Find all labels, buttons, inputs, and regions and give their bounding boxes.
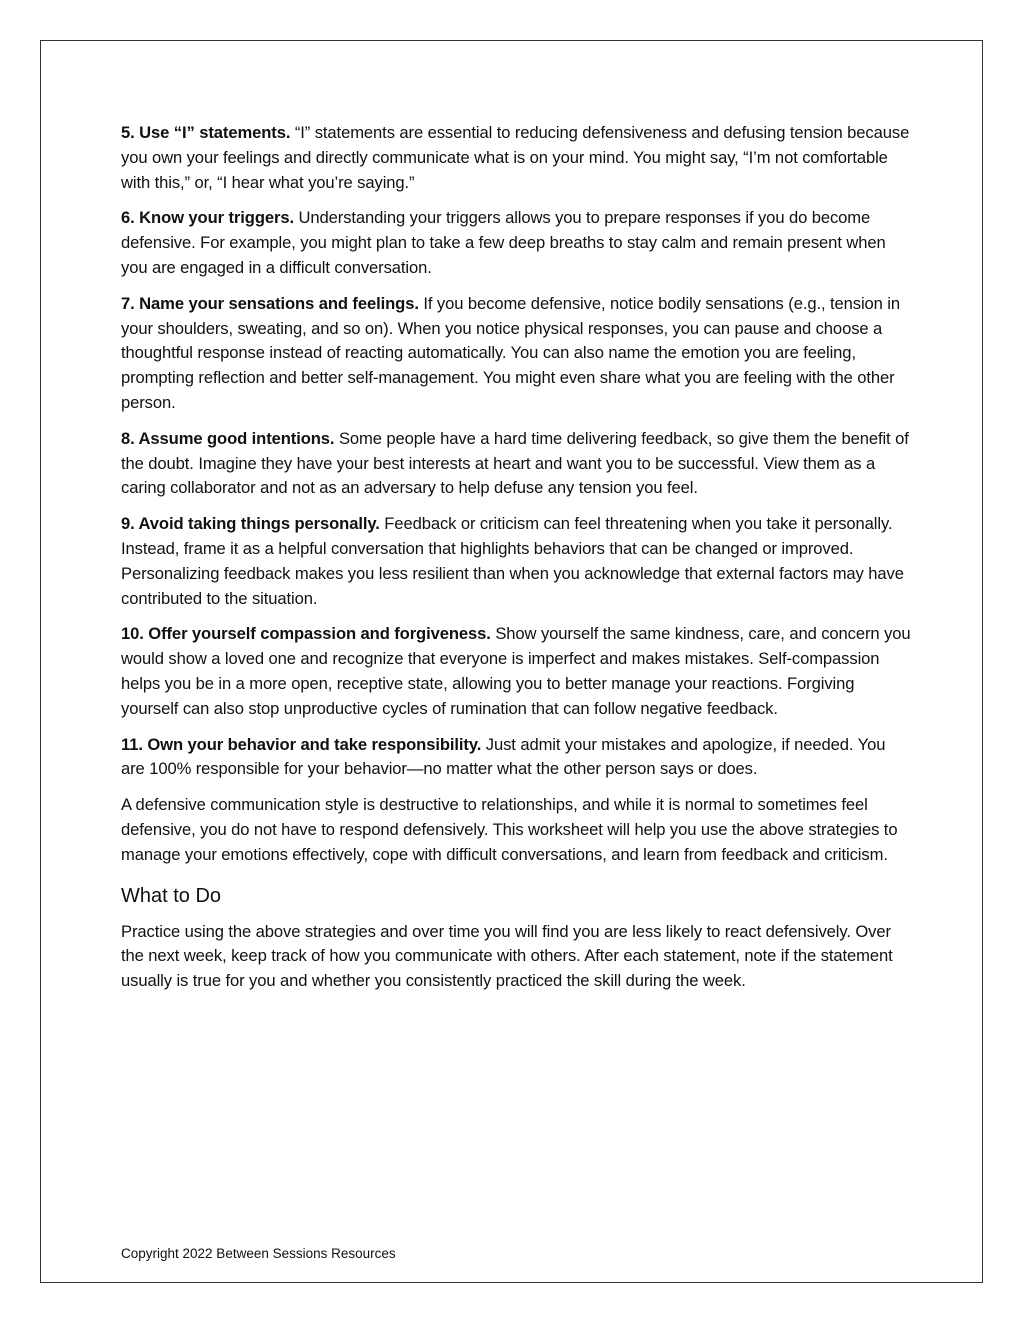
strategy-text: Some people have a hard time delivering feedback, so give them the benefit of the doubt. Imagine they have your best interests at heart and want you to be successful. View them as a caring collaborator and not as an adversary to help defuse any tension you feel. [121, 428, 909, 498]
strategy-title: 7. Name your sensations and feelings. [121, 293, 419, 313]
strategy-know-triggers [121, 206, 911, 280]
strategy-text: Show yourself the same kindness, care, and concern you would show a loved one and recognize that everyone is imperfect and makes mistakes. Self-compassion helps you be in a more open, receptive state, allowing you to better manage your reactions. Forgiving yourself can also stop unproductive cycles of rumination that can follow negative feedback. [121, 624, 911, 718]
strategy-assume-good-intentions [121, 427, 911, 501]
strategy-text: Just admit your mistakes and apologize, if needed. You are 100% responsible for your behavior—no matter what the other person says or does. [121, 734, 886, 779]
copyright-footer: Copyright 2022 Between Sessions Resources [121, 1246, 396, 1261]
strategy-offer-compassion [121, 622, 911, 721]
strategy-avoid-taking-personally [121, 512, 911, 611]
strategy-title: 9. Avoid taking things personally. [121, 514, 380, 534]
strategy-title: 11. Own your behavior and take responsibility. [121, 734, 482, 754]
strategy-title: 10. Offer yourself compassion and forgiveness. [121, 624, 491, 644]
strategy-title: 6. Know your triggers. [121, 208, 294, 228]
strategy-text: Understanding your triggers allows you to prepare responses if you do become defensive. For example, you might plan to take a few deep breaths to stay calm and remain present when you are engaged in a difficult conversation. [121, 208, 886, 277]
strategy-text: If you become defensive, notice bodily sensations (e.g., tension in your shoulders, sweating, and so on). When you notice physical responses, you can pause and choose a thoughtful response instead of reacting automatically. You can also name the emotion you are feeling, prompting reflection and better self-management. You might even share what you are feeling with the other person. [121, 293, 901, 412]
strategy-text: “I” statements are essential to reducing defensiveness and defusing tension because you own your feelings and directly communicate what is on your mind. You might say, “I’m not comfortable with this,” or, “I hear what you’re saying.” [121, 123, 910, 192]
what-to-do-heading: What to Do [121, 884, 222, 907]
strategy-text: Feedback or criticism can feel threatening when you take it personally. Instead, frame it as a helpful conversation that highlights behaviors that can be changed or improved. Personalizing feedback makes you less resilient than when you acknowledge that external factors may have contributed to the situation. [121, 514, 904, 608]
strategy-own-behavior [121, 733, 911, 783]
strategy-title: 8. Assume good intentions. [121, 428, 335, 448]
strategy-use-i-statements [121, 121, 911, 195]
summary-paragraph: A defensive communication style is destructive to relationships, and while it is normal to sometimes feel defensive, you do not have to respond defensively. This worksheet will help you use the above strategies to manage your emotions effectively, cope with difficult conversations, and learn from feedback and criticism. [121, 795, 898, 864]
strategy-name-sensations [121, 292, 911, 416]
what-to-do-paragraph: Practice using the above strategies and over time you will find you are less likely to react defensively. Over the next week, keep track of how you communicate with others. After each statement, note if the statement usually is true for you and whether you consistently practiced the skill during the week. [121, 921, 893, 991]
worksheet-content [121, 121, 911, 1005]
strategy-title: 5. Use “I” statements. [121, 123, 291, 142]
